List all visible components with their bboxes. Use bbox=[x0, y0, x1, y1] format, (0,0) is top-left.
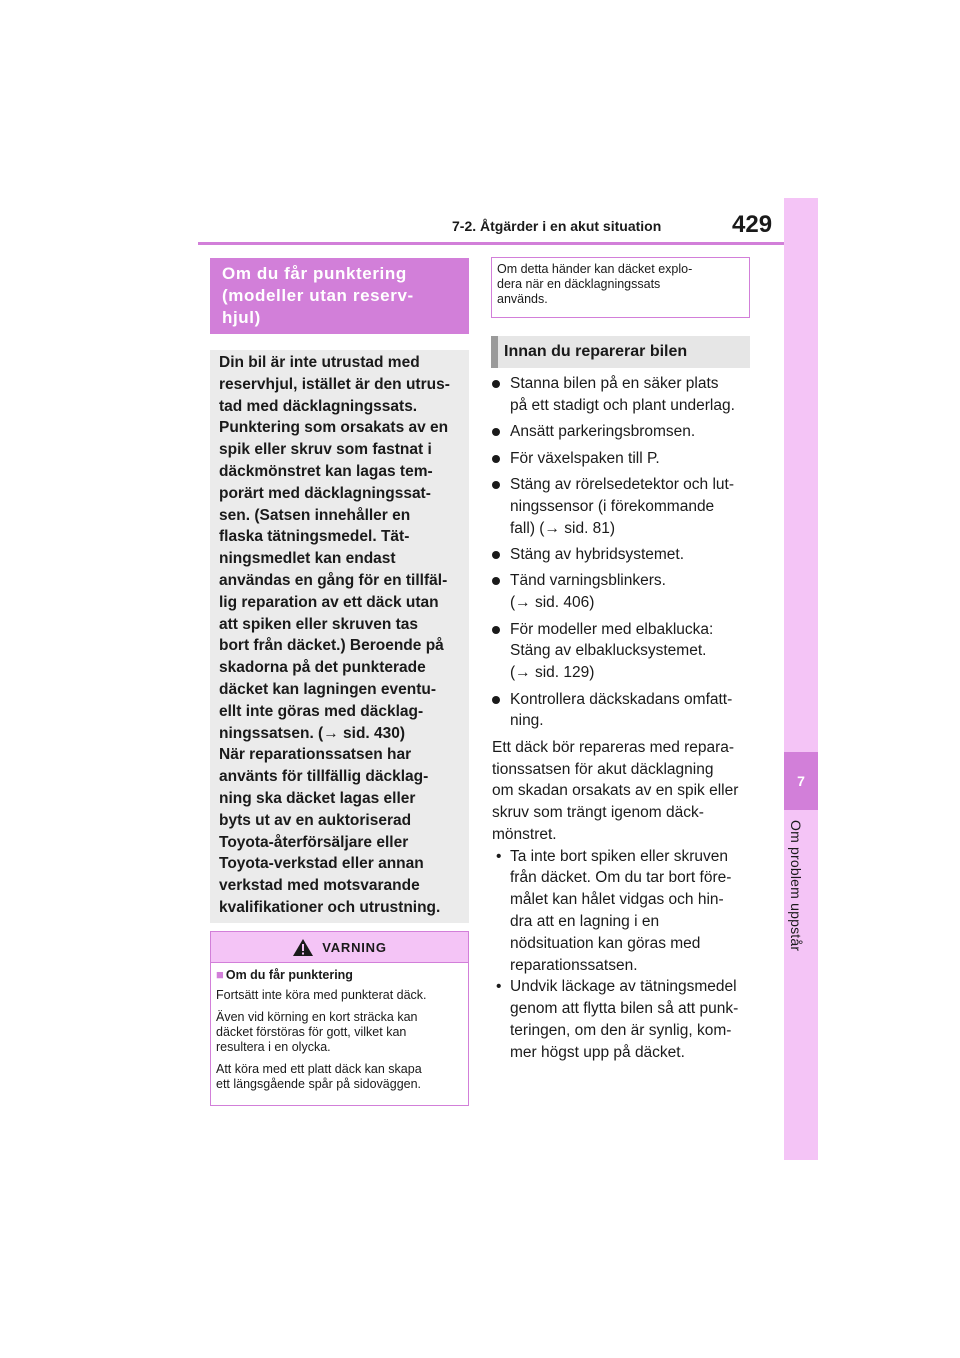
warning-paragraph: Även vid körning en kort sträcka kan däcket förstöras för gott, vilket kan resultera i en olycka. bbox=[216, 1010, 418, 1054]
info-line: Toyota-återförsäljare eller bbox=[219, 833, 409, 851]
info-line: Toyota-verkstad eller annan bbox=[219, 855, 424, 873]
subsection-title: Innan du reparerar bilen bbox=[491, 336, 750, 368]
info-line: däckmönstret kan lagas tem- bbox=[219, 462, 433, 480]
bullet-dot-icon bbox=[492, 696, 500, 704]
page-number: 429 bbox=[732, 211, 773, 238]
section-header: 7-2. Åtgärder i en akut situation bbox=[452, 218, 662, 234]
chapter-side-tab bbox=[784, 198, 818, 1160]
page-reference-link[interactable]: (→ sid. 406) bbox=[510, 594, 595, 612]
note-line: dera när en däcklagningssats bbox=[497, 277, 661, 291]
info-line: spik eller skruv som fastnat i bbox=[219, 441, 432, 459]
chapter-number: 7 bbox=[784, 752, 818, 810]
note-box bbox=[491, 257, 750, 318]
header-rule bbox=[198, 242, 786, 245]
note-line: Om detta händer kan däcket explo- bbox=[497, 262, 693, 276]
info-line: ningsmedlet kan endast bbox=[219, 550, 396, 568]
list-item: Kontrollera däckskadans omfatt- ning. bbox=[492, 689, 754, 733]
warning-subtitle: Om du får punktering bbox=[225, 968, 353, 982]
page-reference-link[interactable]: fall) (→ sid. 81) bbox=[510, 519, 616, 537]
warning-box bbox=[210, 931, 469, 1106]
warning-label: VARNING bbox=[322, 939, 387, 955]
list-item: Ansätt parkeringsbromsen. bbox=[492, 421, 754, 443]
bullet-dot-icon bbox=[492, 577, 500, 585]
info-line: flaska tätningsmedel. Tät- bbox=[219, 528, 410, 546]
page-reference-link[interactable]: (→ sid. 129) bbox=[510, 664, 595, 682]
sub-bullet-marker: • bbox=[496, 978, 502, 996]
info-line: Punktering som orsakats av en bbox=[219, 419, 449, 437]
sub-list-item: • Ta inte bort spiken eller skruven från däcket. Om du tar bort före- målet kan hålet vidgas och hin- dra att en lagning i en nödsituation kan göras med reparationssatsen. bbox=[496, 847, 732, 974]
body-paragraph: Ett däck bör repareras med repara- tionssatsen för akut däcklagning om skadan orsakats av en spik eller skruv som trängt igenom däck- mönstret. bbox=[492, 738, 739, 843]
info-line: Din bil är inte utrustad med bbox=[219, 354, 420, 371]
section-title-line: Om du får punktering bbox=[222, 264, 407, 283]
list-item: För växelspaken till P. bbox=[492, 448, 754, 470]
right-column bbox=[492, 373, 754, 1064]
info-line: När reparationssatsen har bbox=[219, 746, 412, 764]
info-line: reservhjul, istället är den utrus- bbox=[219, 375, 450, 393]
info-line: ellt inte göras med däcklag- bbox=[219, 702, 424, 720]
info-line: ning ska däcket lagas eller bbox=[219, 789, 416, 807]
list-item: Stäng av hybridsystemet. bbox=[492, 544, 754, 566]
list-item: Tänd varningsblinkers. (→ sid. 406) bbox=[492, 570, 754, 614]
info-line: byts ut av en auktoriserad bbox=[219, 811, 412, 829]
bullet-dot-icon bbox=[492, 626, 500, 634]
warning-paragraph: Fortsätt inte köra med punkterat däck. bbox=[216, 988, 427, 1002]
info-line: att spiken eller skruven tas bbox=[219, 615, 419, 633]
info-line: tad med däcklagningssats. bbox=[219, 397, 418, 415]
info-line: skadorna på det punkterade bbox=[219, 659, 426, 677]
page-reference-link[interactable]: ningssatsen. (→ sid. 430) bbox=[219, 724, 406, 742]
info-line: däcket kan lagningen eventu- bbox=[219, 680, 437, 698]
info-line: kvalifikationer och utrustning. bbox=[219, 898, 441, 916]
list-item: För modeller med elbaklucka: Stäng av elbaklucksystemet. (→ sid. 129) bbox=[492, 619, 754, 684]
info-line: bort från däcket.) Beroende på bbox=[219, 637, 444, 655]
section-title-line: hjul) bbox=[222, 308, 261, 327]
info-line: porärt med däcklagningssat- bbox=[219, 484, 431, 502]
info-box bbox=[210, 350, 469, 923]
section-title bbox=[210, 258, 469, 334]
section-title-line: (modeller utan reserv- bbox=[222, 286, 414, 305]
info-line: lig reparation av ett däck utan bbox=[219, 593, 439, 611]
bullet-dot-icon bbox=[492, 428, 500, 436]
bullet-dot-icon bbox=[492, 551, 500, 559]
info-line: sen. (Satsen innehåller en bbox=[219, 506, 411, 524]
list-item: Stäng av rörelsedetektor och lut- ningssensor (i förekommande fall) (→ sid. 81) bbox=[492, 474, 754, 539]
list-item: Stanna bilen på en säker plats på ett stadigt och plant underlag. bbox=[492, 373, 754, 417]
sub-bullet-marker: • bbox=[496, 847, 502, 865]
chapter-title: Om problem uppstår bbox=[788, 820, 804, 952]
warning-paragraph: Att köra med ett platt däck kan skapa ett längsgående spår på sidoväggen. bbox=[216, 1062, 422, 1091]
square-bullet-icon: ■ bbox=[216, 967, 224, 982]
info-line: verkstad med motsvarande bbox=[219, 877, 420, 895]
warning-triangle-icon bbox=[292, 938, 314, 957]
warning-header bbox=[211, 932, 468, 963]
bullet-dot-icon bbox=[492, 380, 500, 388]
sub-list-item: • Undvik läckage av tätningsmedel genom att flytta bilen så att punk- teringen, om den är synlig, kom- mer högst upp på däcket. bbox=[496, 978, 739, 1061]
info-line: använts för tillfällig däcklag- bbox=[219, 768, 429, 786]
bullet-dot-icon bbox=[492, 481, 500, 489]
note-line: används. bbox=[497, 292, 548, 306]
bullet-dot-icon bbox=[492, 455, 500, 463]
info-line: användas en gång för en tillfäl- bbox=[219, 571, 448, 589]
